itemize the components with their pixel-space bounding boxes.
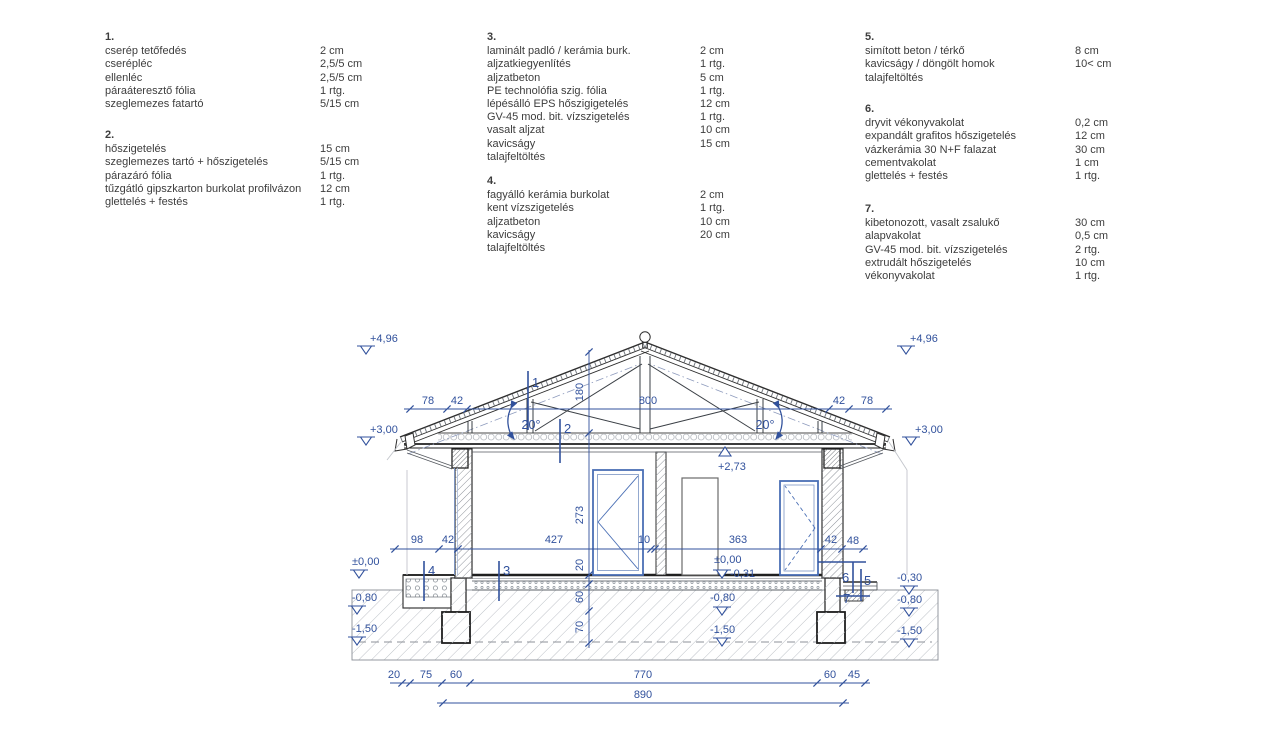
terrace-left [403, 575, 455, 608]
dim-label: 180 [574, 382, 586, 402]
callout-label: 2 [564, 421, 572, 436]
dim-label: 42 [450, 395, 464, 407]
dim-label: 890 [633, 689, 653, 701]
dim-label: 800 [638, 395, 658, 407]
spec-value: 15 cm [320, 143, 350, 156]
spec-value: 2 cm [700, 45, 724, 58]
spec-label: vékonyvakolat [865, 270, 935, 283]
spec-label: kavicságy [487, 137, 536, 150]
spec-label: talajfeltöltés [487, 242, 546, 255]
spec-value: 12 cm [700, 98, 730, 111]
elevation-label: +3,00 [370, 424, 398, 436]
door-center [682, 478, 718, 575]
spec-value: 1 rtg. [700, 58, 726, 71]
spec-label: fagyálló kerámia burkolat [487, 189, 610, 202]
spec-value: 2,5/5 cm [320, 71, 363, 84]
spec-section-number: 3. [487, 31, 497, 43]
dim-label: 10 [637, 534, 651, 546]
spec-label: kent vízszigetelés [487, 202, 574, 215]
elevation-label: ±0,00 [714, 554, 742, 566]
callout-label: 3 [503, 563, 511, 578]
roof-angle-label: 20° [521, 418, 541, 432]
door-right [780, 481, 818, 575]
spec-label: kavicságy [487, 228, 536, 241]
callout-label: 5 [864, 573, 872, 588]
floor-slab [455, 575, 843, 590]
elevation-label: +4,96 [370, 333, 398, 345]
dim-label: 20 [574, 558, 586, 572]
roof-angle-label: 20° [755, 418, 775, 432]
spec-value: 1 rtg. [700, 111, 726, 124]
elevation-label: -1,50 [710, 624, 736, 636]
dim-label: 75 [419, 669, 433, 681]
dim-label: 60 [449, 669, 463, 681]
spec-value: 0,5 cm [1075, 230, 1109, 243]
spec-label: laminált padló / kerámia burk. [487, 45, 631, 58]
dim-label: 70 [574, 620, 586, 634]
spec-section-number: 2. [105, 129, 115, 141]
spec-value: 2 rtg. [1075, 243, 1101, 256]
spec-label: extrudált hőszigetelés [865, 256, 972, 269]
spec-value: 10< cm [1075, 58, 1112, 71]
elevation-label: +2,73 [718, 461, 746, 473]
elevation-label: -0,30 [897, 572, 923, 584]
spec-value: 0,2 cm [1075, 117, 1109, 130]
dim-label: 42 [824, 534, 838, 546]
elevation-label: -1,50 [352, 623, 378, 635]
spec-label: PE technolófia szig. fólia [487, 84, 607, 97]
spec-label: aljzatkiegyenlítés [487, 58, 571, 71]
dim-label: 98 [410, 534, 424, 546]
spec-label: cserép tetőfedés [105, 45, 187, 58]
spec-label: párazáró fólia [105, 169, 172, 182]
spec-label: szeglemezes tartó + hőszigetelés [105, 156, 268, 169]
spec-value: 1 cm [1075, 156, 1099, 169]
spec-label: vázkerámia 30 N+F falazat [865, 143, 997, 156]
dim-label: 427 [544, 534, 564, 546]
spec-value: 5/15 cm [320, 156, 360, 169]
callout-label: 4 [428, 563, 436, 578]
spec-label: hőszigetelés [105, 143, 167, 156]
dim-label: 45 [847, 669, 861, 681]
spec-section-number: 6. [865, 103, 875, 115]
spec-label: vasalt aljzat [487, 124, 545, 137]
dim-label: 42 [832, 395, 846, 407]
spec-value: 1 rtg. [320, 169, 346, 182]
spec-label: talajfeltöltés [865, 71, 924, 84]
spec-label: ellenléc [105, 71, 143, 84]
spec-section-number: 7. [865, 203, 875, 215]
spec-value: 15 cm [700, 137, 730, 150]
spec-section-number: 1. [105, 31, 115, 43]
dim-label: 42 [441, 534, 455, 546]
elevation-label: +4,96 [910, 333, 938, 345]
elevation-label: -1,50 [897, 625, 923, 637]
spec-value: 1 rtg. [320, 196, 346, 209]
dim-label: 770 [633, 669, 653, 681]
ceiling [404, 433, 886, 452]
spec-value: 8 cm [1075, 45, 1099, 58]
spec-value: 10 cm [1075, 256, 1105, 269]
spec-value: 1 rtg. [700, 84, 726, 97]
window-left [593, 470, 643, 575]
spec-value: 1 rtg. [320, 84, 346, 97]
spec-value: 30 cm [1075, 143, 1105, 156]
spec-value: 10 cm [700, 215, 730, 228]
spec-label: alapvakolat [865, 230, 921, 243]
spec-section-number: 4. [487, 175, 497, 187]
elevation-label: -0,80 [710, 592, 736, 604]
elevation-label: -0,80 [352, 592, 378, 604]
spec-value: 2,5/5 cm [320, 58, 363, 71]
elevation-label: ±0,00 [352, 556, 380, 568]
dim-label: 20 [387, 669, 401, 681]
elevation-label: -0,80 [897, 594, 923, 606]
dim-label: 60 [574, 590, 586, 604]
spec-value: 10 cm [700, 124, 730, 137]
spec-label: aljzatbeton [487, 71, 541, 84]
spec-label: talajfeltöltés [487, 150, 546, 163]
spec-value: 2 cm [700, 189, 724, 202]
dim-label: 60 [823, 669, 837, 681]
spec-label: szeglemezes fatartó [105, 98, 204, 111]
spec-value: 2 cm [320, 45, 344, 58]
dim-label: 273 [574, 505, 586, 525]
elevation-label: +3,00 [915, 424, 943, 436]
dim-label: 48 [846, 535, 860, 547]
spec-value: 20 cm [700, 228, 730, 241]
spec-value: 1 rtg. [700, 202, 726, 215]
spec-section-number: 5. [865, 31, 875, 43]
spec-label: páraáteresztő fólia [105, 84, 196, 97]
spec-label: kavicságy / döngölt homok [865, 58, 995, 71]
spec-label: lépésálló EPS hőszigigetelés [487, 98, 629, 111]
spec-value: 12 cm [320, 182, 350, 195]
dim-label: 363 [728, 534, 748, 546]
spec-label: dryvit vékonyvakolat [865, 117, 965, 130]
callout-label: 1 [532, 375, 540, 390]
dim-label: 78 [860, 395, 874, 407]
elevation-label: -0,31 [730, 568, 756, 580]
spec-label: simított beton / térkő [865, 45, 965, 58]
spec-value: 1 rtg. [1075, 270, 1101, 283]
spec-label: cserépléc [105, 58, 153, 71]
dim-label: 78 [421, 395, 435, 407]
spec-label: expandált grafitos hőszigetelés [865, 130, 1017, 143]
spec-label: glettelés + festés [105, 196, 188, 209]
callout-label: 7 [843, 591, 851, 606]
spec-value: 5 cm [700, 71, 724, 84]
spec-label: GV-45 mod. bit. vízszigetelés [865, 243, 1008, 256]
spec-label: GV-45 mod. bit. vízszigetelés [487, 111, 630, 124]
spec-label: tűzgátló gipszkarton burkolat profilvázon [105, 182, 302, 195]
spec-label: kibetonozott, vasalt zsalukő [865, 217, 1000, 230]
spec-label: aljzatbeton [487, 215, 541, 228]
spec-label: cementvakolat [865, 156, 936, 169]
callout-label: 6 [842, 570, 850, 585]
spec-value: 5/15 cm [320, 98, 360, 111]
spec-value: 30 cm [1075, 217, 1105, 230]
spec-value: 1 rtg. [1075, 170, 1101, 183]
spec-value: 12 cm [1075, 130, 1105, 143]
spec-label: glettelés + festés [865, 170, 948, 183]
